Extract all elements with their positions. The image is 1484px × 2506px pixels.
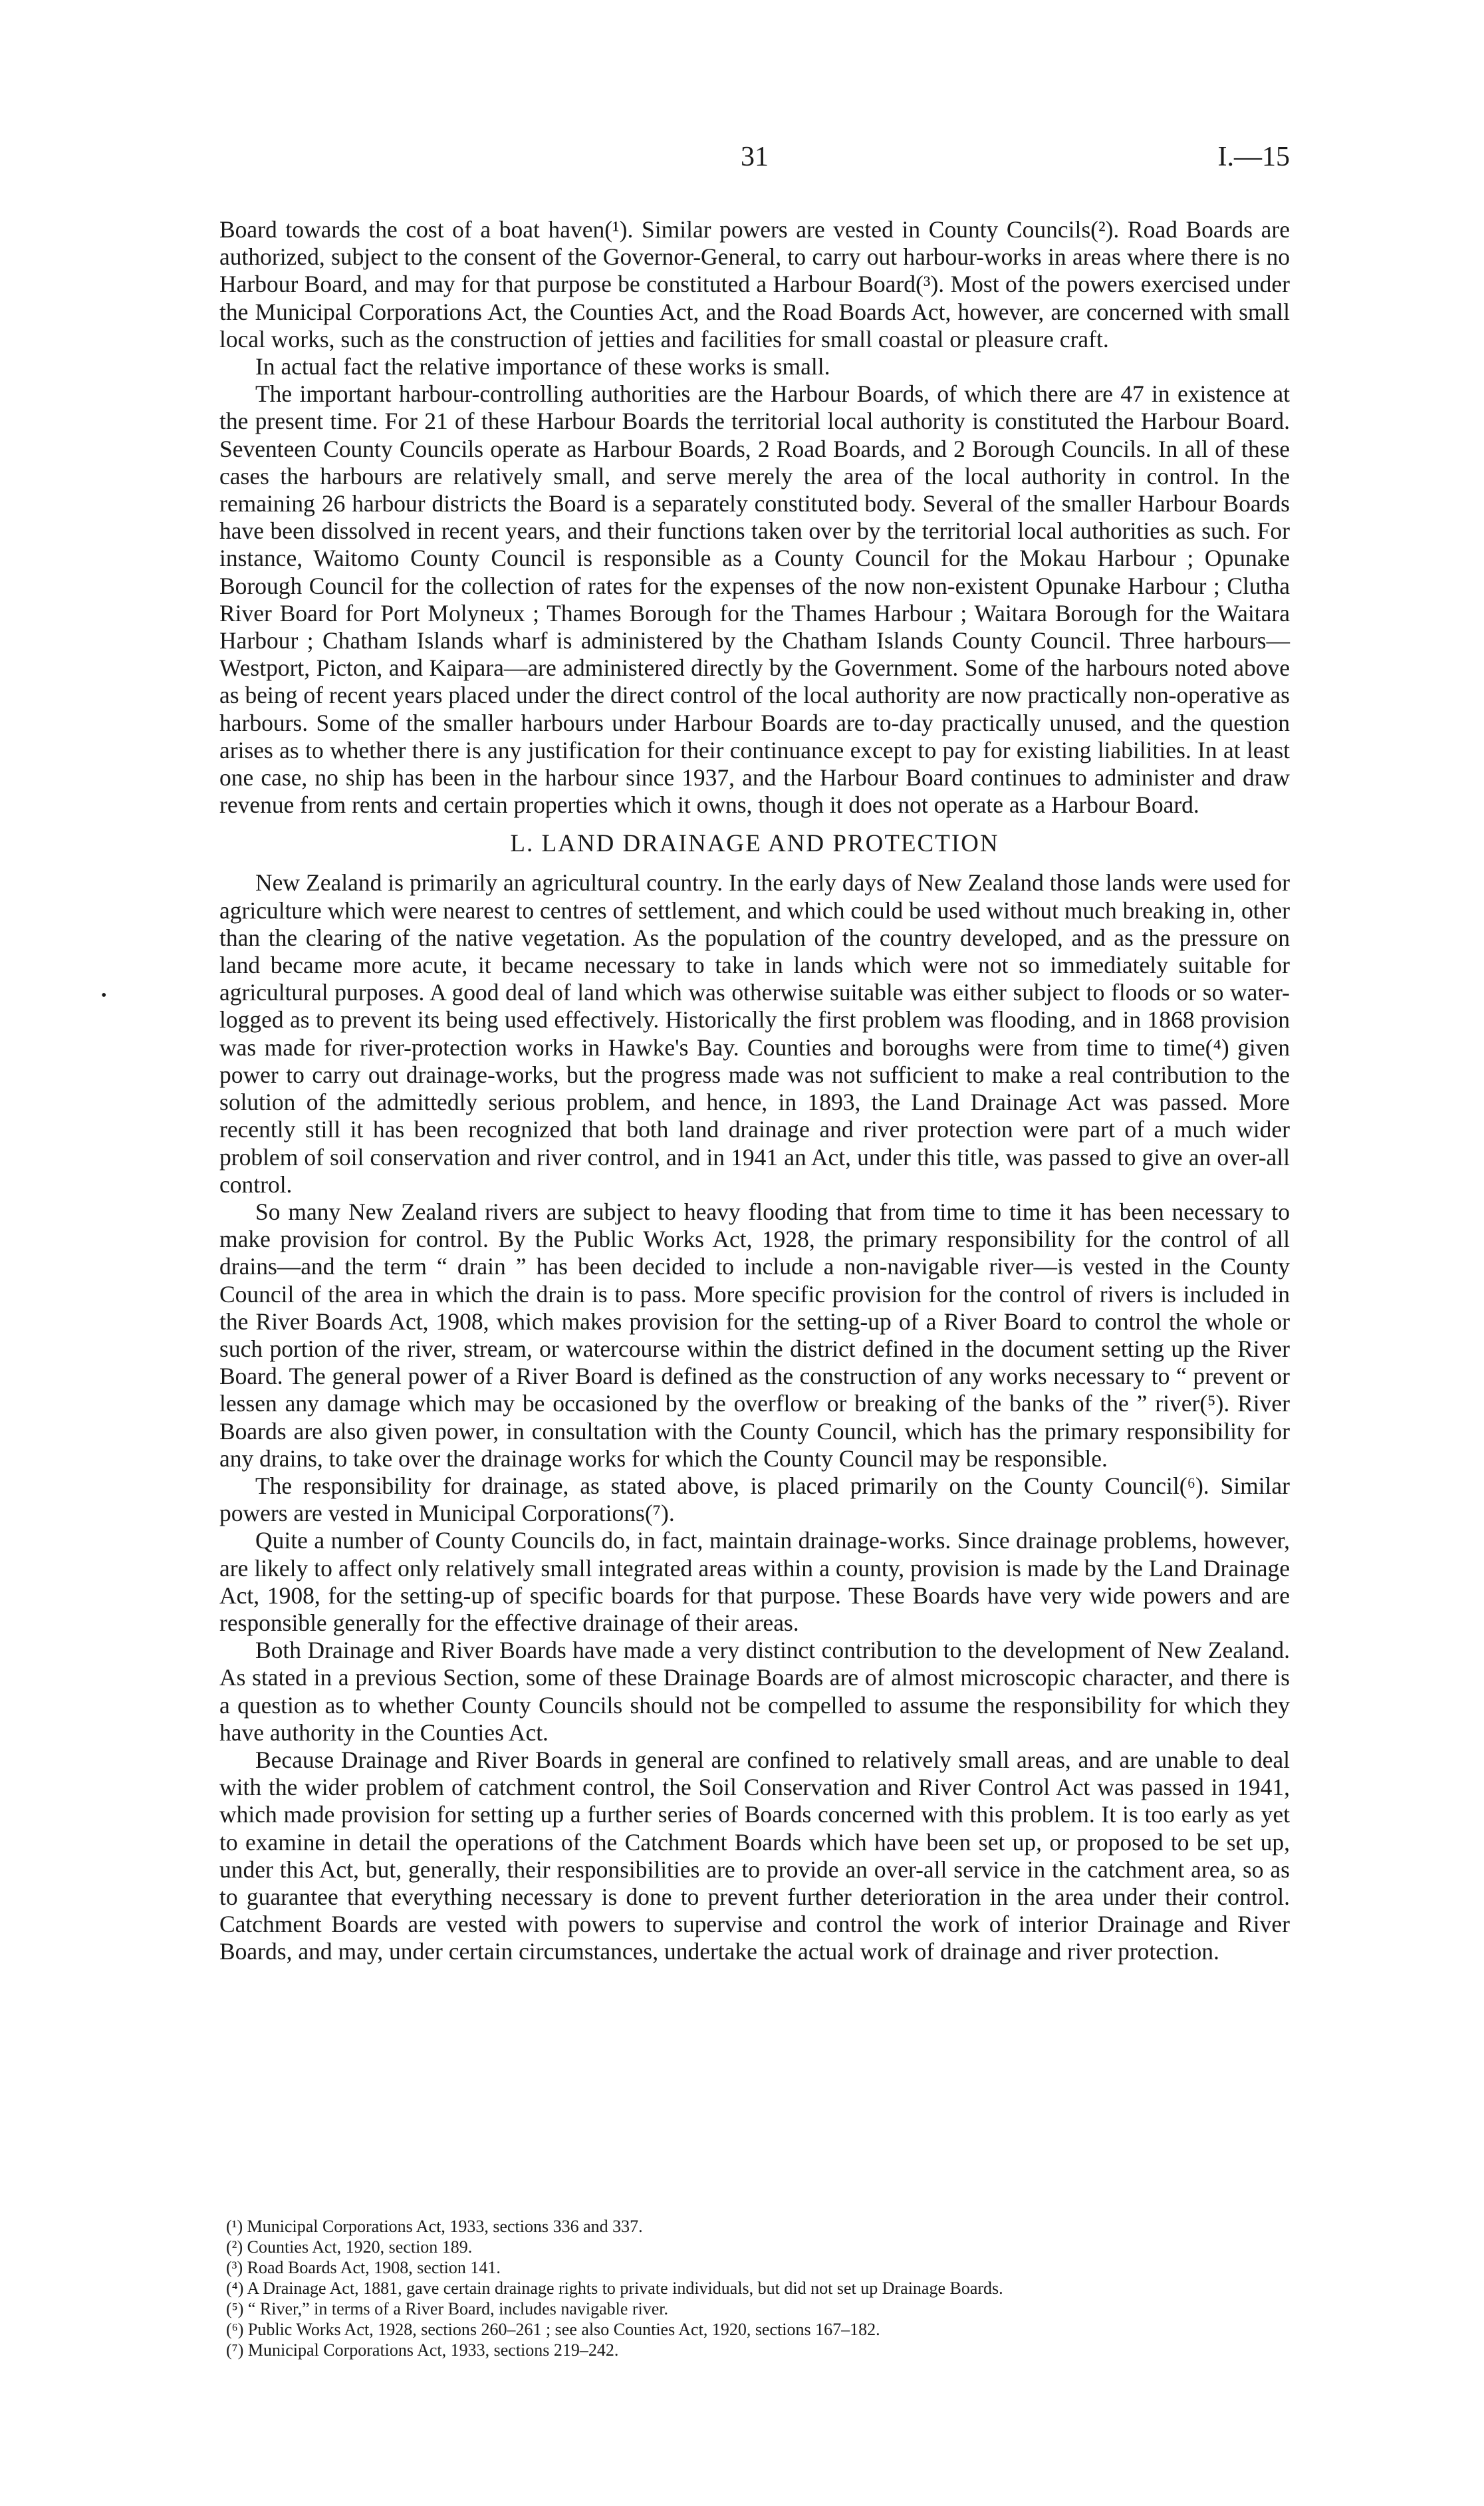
document-reference: I.—15 <box>1217 142 1290 172</box>
footnote: (³) Road Boards Act, 1908, section 141. <box>226 2258 501 2277</box>
paragraph: In actual fact the relative importance of these works is small. <box>255 353 830 380</box>
paragraph: So many New Zealand rivers are subject to heavy flooding that from time to time it has been necessary to make provision for control. By the Public Works Act, 1928, the primary responsibility for the control of all drains—and the term “ drain ” has been decided to include a non-navigable river—is vested in the County Council of the area in which the drain is to pass. More specific provision for the control of rivers is included in the River Boards Act, 1908, which makes provision for the setting-up of a River Board to control the whole or such portion of the river, stream, or watercourse within the district defined in the document setting up the River Board. The general power of a River Board is defined as the construction of any works necessary to “ prevent or lessen any damage which may be occasioned by the overflow or breaking of the banks of the ” river(⁵). River Boards are also given power, in consultation with the County Council, which has the primary responsibility for any drains, to take over the drainage works for which the County Council may be responsible. <box>219 1198 1290 1472</box>
paragraph: The responsibility for drainage, as stated above, is placed primarily on the County Council(⁶). Similar powers are vested in Municipal Corporations(⁷). <box>219 1472 1290 1527</box>
paragraph: The important harbour-controlling authorities are the Harbour Boards, of which there are 47 in existence at the present time. For 21 of these Harbour Boards the territorial local authority is constituted the Harbour Board. Seventeen County Councils operate as Harbour Boards, 2 Road Boards, and 2 Borough Councils. In all of these cases the harbours are relatively small, and serve merely the area of the local authority in control. In the remaining 26 harbour districts the Board is a separately constituted body. Several of the smaller Harbour Boards have been dissolved in recent years, and their functions taken over by the territorial local authorities as such. For instance, Waitomo County Council is responsible as a County Council for the Mokau Harbour ; Opunake Borough Council for the collection of rates for the expenses of the now non-existent Opunake Harbour ; Clutha River Board for Port Molyneux ; Thames Borough for the Thames Harbour ; Waitara Borough for the Waitara Harbour ; Chatham Islands wharf is administered by the Chatham Islands County Council. Three harbours—Westport, Picton, and Kaipara—are administered directly by the Government. Some of the harbours noted above as being of recent years placed under the direct control of the local authority are now practically non-operative as harbours. Some of the smaller harbours under Harbour Boards are to-day practically unused, and the question arises as to whether there is any justification for their continuance except to pay for existing liabilities. In at least one case, no ship has been in the harbour since 1937, and the Harbour Board continues to administer and draw revenue from rents and certain properties which it owns, though it does not operate as a Harbour Board. <box>219 380 1290 819</box>
section-heading: L. LAND DRAINAGE AND PROTECTION <box>510 830 999 858</box>
footnote: (⁶) Public Works Act, 1928, sections 260–261 ; see also Counties Act, 1920, sections 167–182. <box>226 2320 880 2339</box>
footnote: (⁷) Municipal Corporations Act, 1933, sections 219–242. <box>226 2340 619 2360</box>
footnote: (⁵) “ River,” in terms of a River Board, includes navigable river. <box>226 2299 669 2318</box>
footnote: (⁴) A Drainage Act, 1881, gave certain drainage rights to private individuals, but did not set up Drainage Boards. <box>226 2279 1003 2298</box>
paragraph: New Zealand is primarily an agricultural country. In the early days of New Zealand those lands were used for agriculture which were nearest to centres of settlement, and which could be used without much breaking in, other than the clearing of the native vegetation. As the population of the country developed, and as the pressure on land became more acute, it became necessary to take in lands which were not so immediately suitable for agricultural purposes. A good deal of land which was otherwise suitable was either subject to floods or so water-logged as to prevent its being used effectively. Historically the first problem was flooding, and in 1868 provision was made for river-protection works in Hawke's Bay. Counties and boroughs were from time to time(⁴) given power to carry out drainage-works, but the progress made was not sufficient to make a real contribution to the solution of the admittedly serious problem, and hence, in 1893, the Land Drainage Act was passed. More recently still it has been recognized that both land drainage and river protection were part of a much wider problem of soil conservation and river control, and in 1941 an Act, under this title, was passed to give an over-all control. <box>219 869 1290 1198</box>
footnote: (¹) Municipal Corporations Act, 1933, sections 336 and 337. <box>226 2217 643 2236</box>
paragraph: Both Drainage and River Boards have made a very distinct contribution to the development of New Zealand. As stated in a previous Section, some of these Drainage Boards are of almost microscopic character, and there is a question as to whether County Councils should not be compelled to assume the responsibility for which they have authority in the Counties Act. <box>219 1637 1290 1746</box>
page-number: 31 <box>741 142 769 172</box>
footnote: (²) Counties Act, 1920, section 189. <box>226 2237 473 2257</box>
paragraph: Quite a number of County Councils do, in fact, maintain drainage-works. Since drainage problems, however, are likely to affect only relatively small integrated areas within a county, provision is made by the Land Drainage Act, 1908, for the setting-up of specific boards for that purpose. These Boards have very wide powers and are responsible generally for the effective drainage of their areas. <box>219 1527 1290 1636</box>
paragraph: Board towards the cost of a boat haven(¹). Similar powers are vested in County Councils(²). Road Boards are authorized, subject to the consent of the Governor-General, to carry out harbour-works in areas where there is no Harbour Board, and may for that purpose be constituted a Harbour Board(³). Most of the powers exercised under the Municipal Corporations Act, the Counties Act, and the Road Boards Act, however, are concerned with small local works, such as the construction of jetties and facilities for small coastal or pleasure craft. <box>219 216 1290 352</box>
margin-mark: • <box>101 987 107 1004</box>
footnotes <box>226 2216 1290 2360</box>
body-text <box>219 216 1290 1966</box>
page-header <box>219 141 1290 181</box>
paragraph: Because Drainage and River Boards in general are confined to relatively small areas, and are unable to deal with the wider problem of catchment control, the Soil Conservation and River Control Act was passed in 1941, which made provision for setting up a further series of Boards concerned with this problem. It is too early as yet to examine in detail the operations of the Catchment Boards which have been set up, or proposed to be set up, under this Act, but, generally, their responsibilities are to provide an over-all service in the catchment area, so as to guarantee that everything necessary is done to prevent further deterioration in the area under their control. Catchment Boards are vested with powers to supervise and control the work of interior Drainage and River Boards, and may, under certain circumstances, undertake the actual work of drainage and river protection. <box>219 1746 1290 1965</box>
